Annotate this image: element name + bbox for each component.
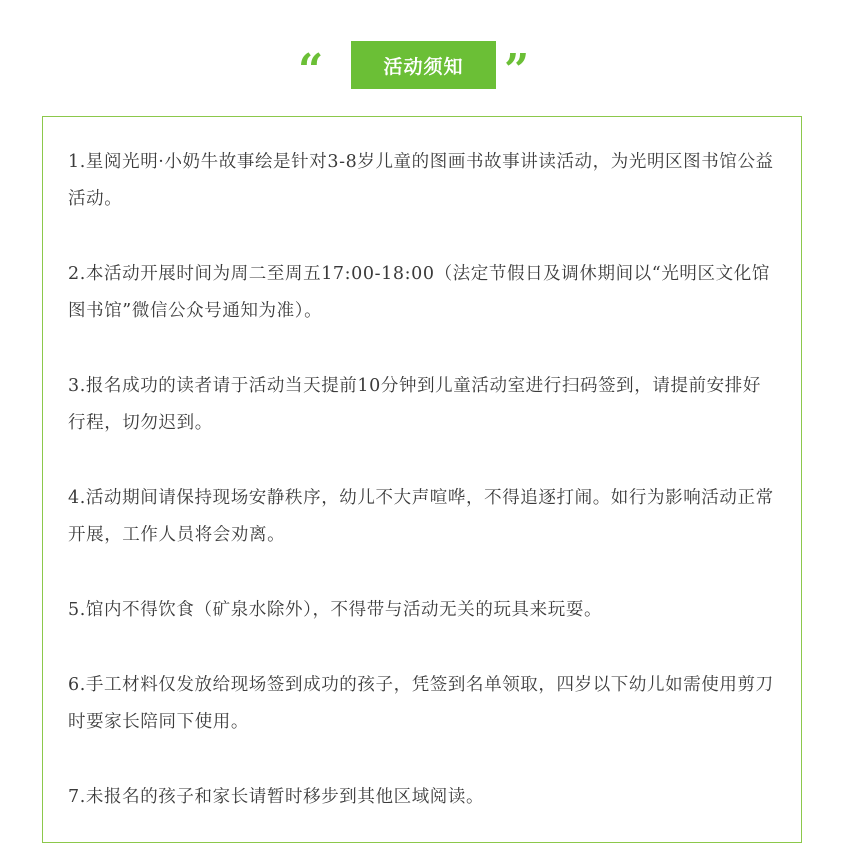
- section-title: 活动须知: [351, 41, 496, 89]
- close-quote-mark: ”: [504, 45, 530, 96]
- notice-item-3: 3.报名成功的读者请于活动当天提前10分钟到儿童活动室进行扫码签到，请提前安排好行程，切勿迟到。: [68, 376, 761, 433]
- notice-item-6: 6.手工材料仅发放给现场签到成功的孩子，凭签到名单领取，四岁以下幼儿如需使用剪刀时要家长陪同下使用。: [68, 675, 774, 732]
- section-header: [0, 41, 845, 96]
- open-quote-mark: “: [298, 45, 324, 96]
- notice-item-7: 7.未报名的孩子和家长请暂时移步到其他区域阅读。: [68, 787, 485, 807]
- notice-item-1: 1.星阅光明·小奶牛故事绘是针对3-8岁儿童的图画书故事讲读活动，为光明区图书馆公益活动。: [68, 152, 774, 209]
- notice-box: [42, 116, 802, 843]
- notice-item-4: 4.活动期间请保持现场安静秩序，幼儿不大声喧哗，不得追逐打闹。如行为影响活动正常开展，工作人员将会劝离。: [68, 488, 774, 545]
- notice-item-2: 2.本活动开展时间为周二至周五17:00-18:00（法定节假日及调休期间以“光明区文化馆图书馆”微信公众号通知为准）。: [68, 264, 770, 321]
- notice-item-5: 5.馆内不得饮食（矿泉水除外），不得带与活动无关的玩具来玩耍。: [68, 600, 603, 620]
